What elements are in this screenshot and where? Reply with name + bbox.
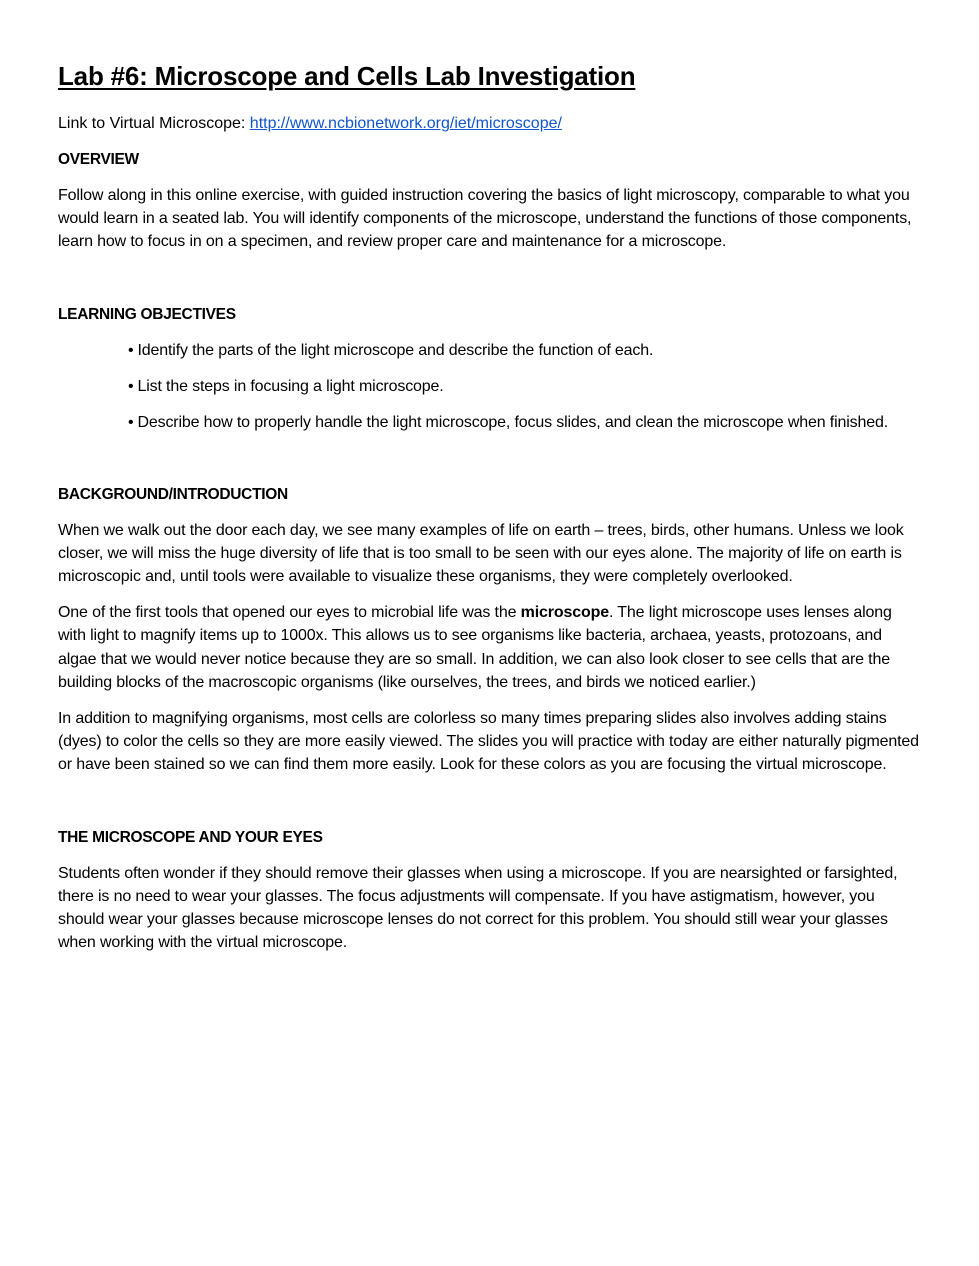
section-spacer <box>58 447 922 483</box>
background-paragraph-3: In addition to magnifying organisms, most cells are colorless so many times preparing slides also involves adding stains (dyes) to color the cells so they are more easily viewed. The slides you will practice with today are either naturally pigmented or have been stained so we can find them more easily. Look for these colors as you are focusing the virtual microscope. <box>58 710 919 774</box>
microscope-link-line <box>58 112 922 135</box>
overview-heading: OVERVIEW <box>58 151 139 168</box>
list-item <box>128 411 922 434</box>
overview-section <box>58 148 922 254</box>
background-paragraph-2 <box>58 601 922 694</box>
eyes-heading: THE MICROSCOPE AND YOUR EYES <box>58 828 323 846</box>
objective-text: Describe how to properly handle the light microscope, focus slides, and clean the microscope when finished. <box>137 413 889 431</box>
page-title: Lab #6: Microscope and Cells Lab Investigation <box>58 61 636 91</box>
microscope-term: microscope <box>520 604 609 622</box>
background-heading: BACKGROUND/INTRODUCTION <box>58 485 288 503</box>
objective-text: List the steps in focusing a light microscope. <box>137 377 444 395</box>
p2-text-end: . The light microscope uses lenses along with light to magnify items up to 1000x. This allows us to see organisms like bacteria, archaea, yeasts, protozoans, and algae that we would never notice because they are so small. In addition, we can also look closer to see cells that are the building blocks of the macroscopic organisms (like ourselves, the trees, and birds we noticed earlier.) <box>58 604 892 691</box>
bullet-icon: • <box>128 341 134 359</box>
document-page <box>58 58 922 967</box>
eyes-section <box>58 826 922 955</box>
list-item <box>128 339 922 362</box>
learning-objectives-section <box>58 303 922 434</box>
background-section <box>58 483 922 777</box>
virtual-microscope-link[interactable]: http://www.ncbionetwork.org/iet/microscope/ <box>249 115 562 132</box>
link-label: Link to Virtual Microscope: <box>58 115 250 132</box>
section-spacer <box>58 790 922 826</box>
overview-paragraph: Follow along in this online exercise, with guided instruction covering the basics of light microscopy, comparable to what you would learn in a seated lab. You will identify components of the microscope, understand the functions of those components, learn how to focus in on a specimen, and review proper care and maintenance for a microscope. <box>58 187 912 251</box>
objectives-list <box>58 339 922 434</box>
learning-objectives-heading: LEARNING OBJECTIVES <box>58 305 236 323</box>
background-paragraph-1: When we walk out the door each day, we see many examples of life on earth – trees, birds, other humans. Unless we look closer, we will miss the huge diversity of life that is too small to be seen with our eyes alone. The majority of life on earth is microscopic and, until tools were available to visualize these organisms, they were completely overlooked. <box>58 521 904 586</box>
eyes-paragraph: Students often wonder if they should remove their glasses when using a microscope. If you are nearsighted or farsighted, there is no need to wear your glasses. The focus adjustments will compensate. If you have astigmatism, however, you should wear your glasses because microscope lenses do not correct for this problem. You should still wear your glasses when working with the virtual microscope. <box>58 864 898 952</box>
bullet-icon: • <box>128 413 134 431</box>
objective-text: Identify the parts of the light microscope and describe the function of each. <box>137 341 654 359</box>
section-spacer <box>58 267 922 303</box>
bullet-icon: • <box>128 377 134 395</box>
p2-text-start: One of the first tools that opened our eyes to microbial life was the <box>58 604 521 622</box>
list-item <box>128 375 922 398</box>
